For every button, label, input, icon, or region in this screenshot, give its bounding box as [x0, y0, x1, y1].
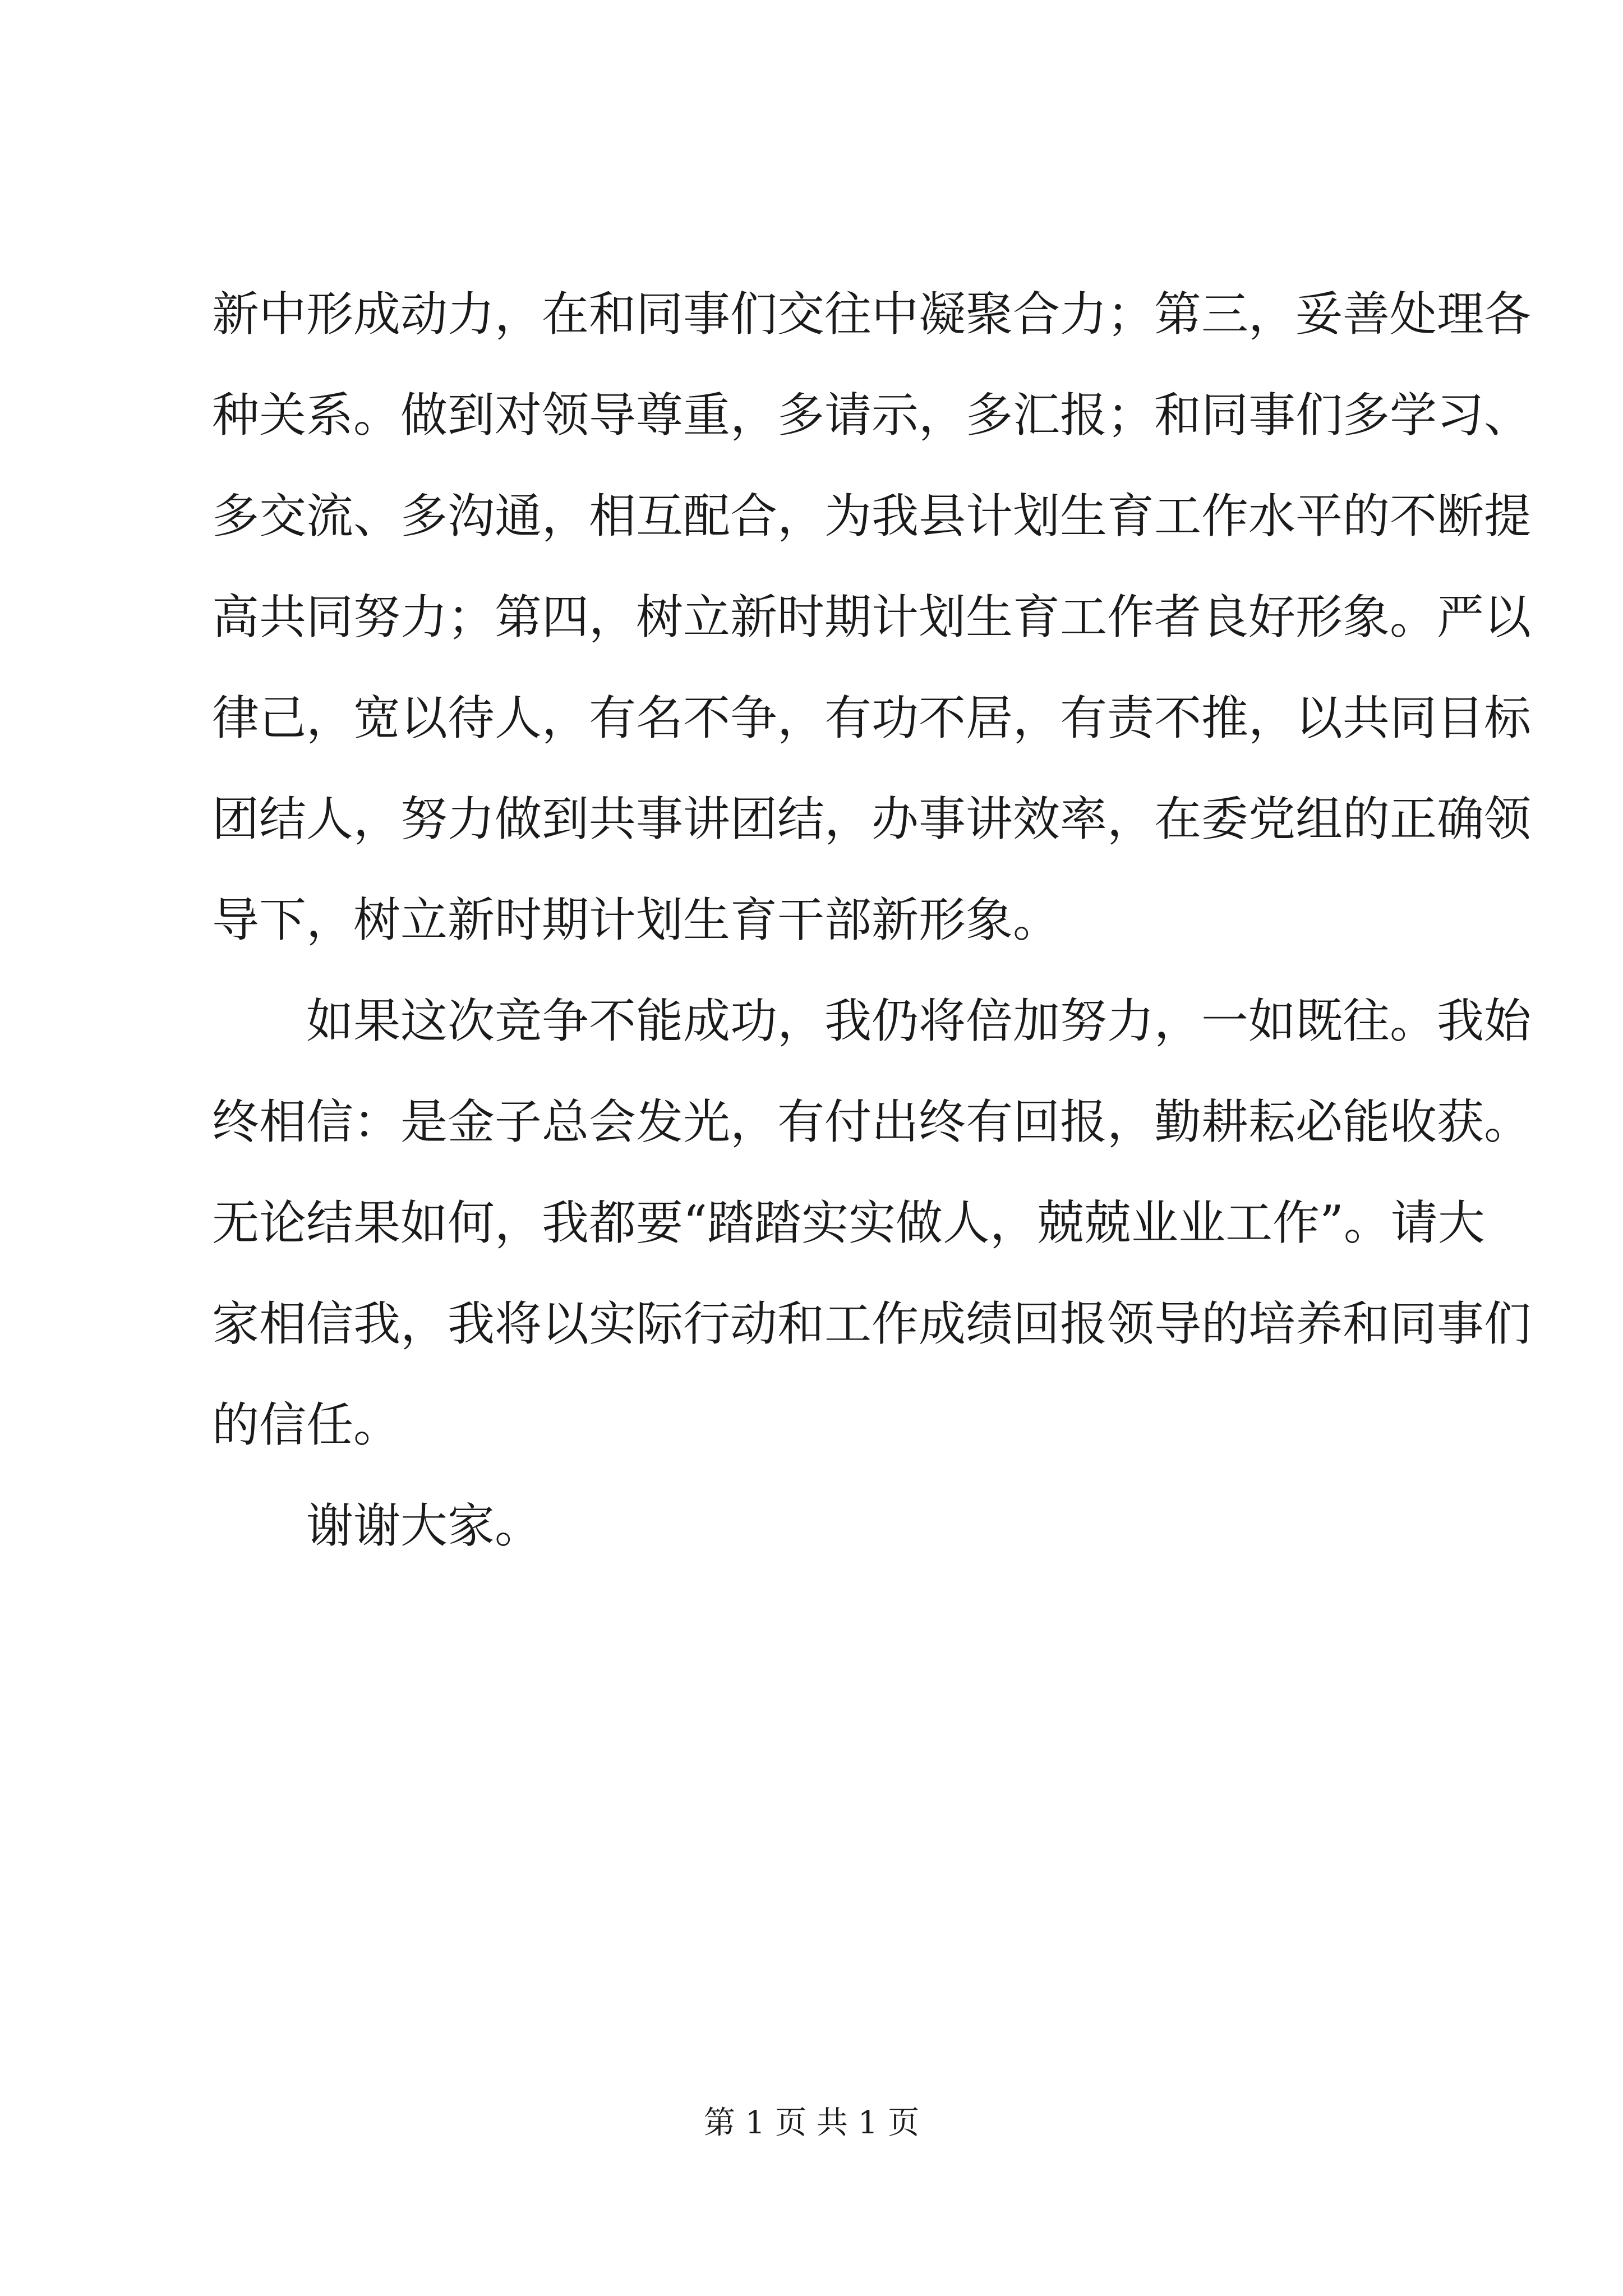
text-line: 无论结果如何，我都要“踏踏实实做人，兢兢业业工作”。请大 — [212, 1195, 1485, 1250]
text-line: 如果这次竞争不能成功，我仍将倍加努力，一如既往。我始 — [306, 993, 1532, 1048]
text-line: 种关系。做到对领导尊重，多请示，多汇报；和同事们多学习、 — [212, 388, 1532, 443]
text-line: 新中形成动力，在和同事们交往中凝聚合力；第三，妥善处理各 — [212, 287, 1532, 342]
page-footer: 第 1 页 共 1 页 — [703, 2105, 920, 2141]
text-line: 导下，树立新时期计划生育干部新形象。 — [212, 892, 1061, 947]
text-line: 家相信我，我将以实际行动和工作成绩回报领导的培养和同事们 — [212, 1296, 1532, 1351]
text-line: 高共同努力；第四，树立新时期计划生育工作者良好形象。严以 — [212, 590, 1532, 645]
text-line: 团结人，努力做到共事讲团结，办事讲效率，在委党组的正确领 — [212, 792, 1532, 846]
text-line: 终相信：是金子总会发光，有付出终有回报，勤耕耘必能收获。 — [212, 1094, 1532, 1149]
text-line: 多交流、多沟通，相互配合，为我县计划生育工作水平的不断提 — [212, 489, 1532, 544]
text-line: 谢谢大家。 — [306, 1498, 542, 1553]
document-body — [212, 264, 1532, 1576]
text-line: 律己，宽以待人，有名不争，有功不居，有责不推，以共同目标 — [212, 691, 1532, 746]
text-line: 的信任。 — [212, 1397, 401, 1452]
